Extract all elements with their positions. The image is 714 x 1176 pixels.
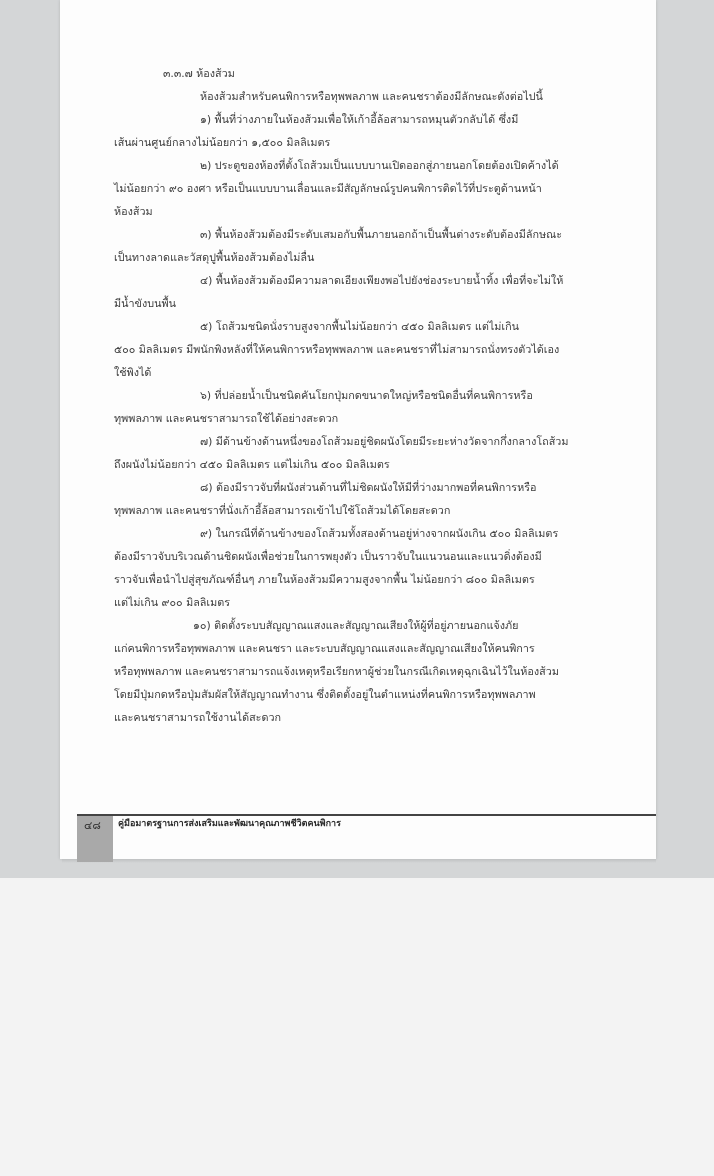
- paragraph-line: ห้องส้วม: [114, 205, 153, 218]
- paragraph-line: ทุพพลภาพ และคนชราสามารถใช้ได้อย่างสะดวก: [114, 412, 339, 425]
- paragraph-line: โดยมีปุ่มกดหรือปุ่มสัมผัสให้สัญญาณทำงาน ซึ่งติดตั้งอยู่ในตำแหน่งที่คนพิการหรือทุพพลภาพ: [114, 688, 536, 701]
- page-shadow: [62, 859, 656, 863]
- paragraph-line: ถึงผนังไม่น้อยกว่า ๔๕๐ มิลลิเมตร แต่ไม่เกิน ๕๐๐ มิลลิเมตร: [114, 458, 390, 471]
- paragraph-line: ๘) ต้องมีราวจับที่ผนังส่วนด้านที่ไม่ชิดผนังให้มีที่ว่างมากพอที่คนพิการหรือ: [200, 481, 537, 494]
- paragraph-line: และคนชราสามารถใช้งานได้สะดวก: [114, 711, 282, 724]
- paragraph-line: ๗) มีด้านข้างด้านหนึ่งของโถส้วมอยู่ชิดผนังโดยมีระยะห่างวัดจากกึ่งกลางโถส้วม: [200, 435, 569, 448]
- page-number: ๔๘: [84, 819, 101, 832]
- paragraph-line: ๒) ประตูของห้องที่ตั้งโถส้วมเป็นแบบบานเปิดออกสู่ภายนอกโดยต้องเปิดค้างได้: [200, 159, 559, 172]
- paragraph-line: ๔) พื้นห้องส้วมต้องมีความลาดเอียงเพียงพอไปยังช่องระบายน้ำทิ้ง เพื่อที่จะไม่ให้: [200, 274, 564, 287]
- paragraph-line: เส้นผ่านศูนย์กลางไม่น้อยกว่า ๑,๕๐๐ มิลลิเมตร: [114, 136, 331, 149]
- paragraph-line: แต่ไม่เกิน ๙๐๐ มิลลิเมตร: [114, 596, 231, 609]
- paragraph-line: เป็นทางลาดและวัสดุปูพื้นห้องส้วมต้องไม่ลื่น: [114, 251, 315, 264]
- paragraph-line: ๑๐) ติดตั้งระบบสัญญาณแสงและสัญญาณเสียงให้ผู้ที่อยู่ภายนอกแจ้งภัย: [193, 619, 519, 632]
- empty-background: [0, 878, 714, 1176]
- paragraph-line: ทุพพลภาพ และคนชราที่นั่งเก้าอี้ล้อสามารถเข้าไปใช้โถส้วมได้โดยสะดวก: [114, 504, 451, 517]
- section-heading: ๓.๓.๗ ห้องส้วม: [163, 67, 235, 80]
- paragraph-line: ๓) พื้นห้องส้วมต้องมีระดับเสมอกับพื้นภายนอกถ้าเป็นพื้นต่างระดับต้องมีลักษณะ: [200, 228, 562, 241]
- paragraph-line: มีน้ำขังบนพื้น: [114, 297, 176, 310]
- paragraph-line: ไม่น้อยกว่า ๙๐ องศา หรือเป็นแบบบานเลื่อนและมีสัญลักษณ์รูปคนพิการติดไว้ที่ประตูด้านหน้า: [114, 182, 542, 195]
- footer-title: คู่มือมาตรฐานการส่งเสริมและพัฒนาคุณภาพชีวิตคนพิการ: [118, 819, 341, 829]
- paragraph-line: ๖) ที่ปล่อยน้ำเป็นชนิดคันโยกปุ่มกดขนาดใหญ่หรือชนิดอื่นที่คนพิการหรือ: [200, 389, 533, 402]
- paragraph-line: ๕๐๐ มิลลิเมตร มีพนักพิงหลังที่ให้คนพิการหรือทุพพลภาพ และคนชราที่ไม่สามารถนั่งทรงตัวได้เอง: [114, 343, 560, 356]
- paragraph-line: ต้องมีราวจับบริเวณด้านชิดผนังเพื่อช่วยในการพยุงตัว เป็นราวจับในแนวนอนและแนวดิ่งต้องมี: [114, 550, 542, 563]
- paragraph-line: ใช้พิงได้: [114, 366, 152, 379]
- paragraph-line: ๑) พื้นที่ว่างภายในห้องส้วมเพื่อให้เก้าอี้ล้อสามารถหมุนตัวกลับได้ ซึ่งมี: [200, 113, 519, 126]
- paragraph-line: ห้องส้วมสำหรับคนพิการหรือทุพพลภาพ และคนชราต้องมีลักษณะดังต่อไปนี้: [200, 90, 543, 103]
- paragraph-line: ๙) ในกรณีที่ด้านข้างของโถส้วมทั้งสองด้านอยู่ห่างจากผนังเกิน ๕๐๐ มิลลิเมตร: [200, 527, 559, 540]
- paragraph-line: หรือทุพพลภาพ และคนชราสามารถแจ้งเหตุหรือเรียกหาผู้ช่วยในกรณีเกิดเหตุฉุกเฉินไว้ในห้องส้วม: [114, 665, 559, 678]
- paragraph-line: แก่คนพิการหรือทุพพลภาพ และคนชรา และระบบสัญญาณแสงและสัญญาณเสียงให้คนพิการ: [114, 642, 535, 655]
- paragraph-line: ๕) โถส้วมชนิดนั่งราบสูงจากพื้นไม่น้อยกว่า ๔๕๐ มิลลิเมตร แต่ไม่เกิน: [200, 320, 520, 333]
- paragraph-line: ราวจับเพื่อนำไปสู่สุขภัณฑ์อื่นๆ ภายในห้องส้วมมีความสูงจากพื้น ไม่น้อยกว่า ๘๐๐ มิลลิเมตร: [114, 573, 535, 586]
- document-page: [60, 0, 656, 859]
